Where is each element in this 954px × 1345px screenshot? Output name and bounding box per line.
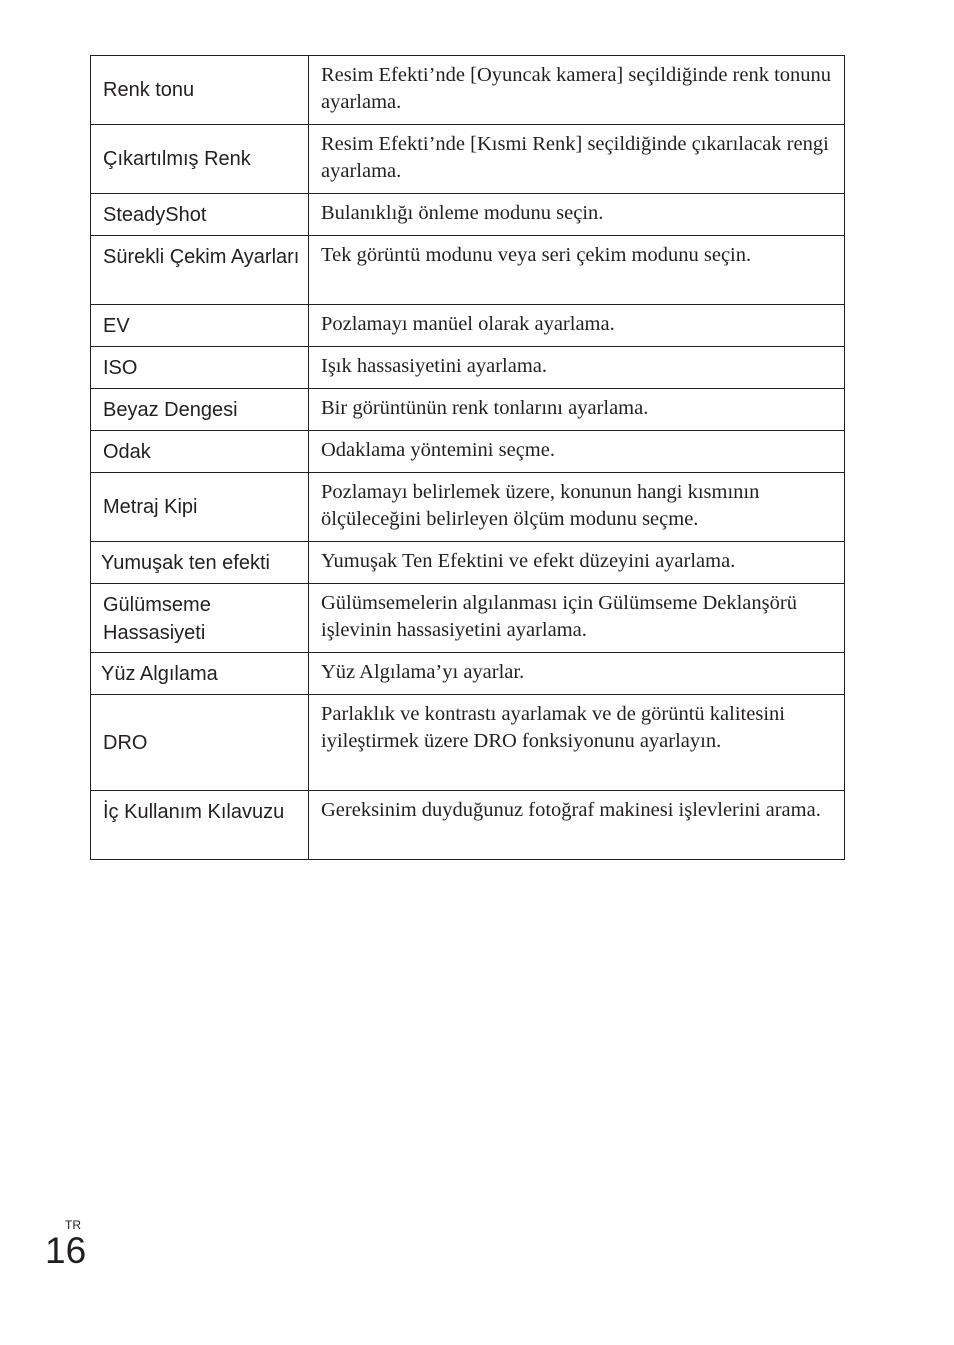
setting-term: Çıkartılmış Renk xyxy=(91,125,309,194)
table-row xyxy=(91,473,845,542)
language-code: TR xyxy=(65,1218,81,1232)
setting-description: Gülümsemelerin algılanması için Gülümseme Deklanşörü işlevinin hassasiyetini ayarlama. xyxy=(309,584,845,653)
setting-description: Işık hassasiyetini ayarlama. xyxy=(309,347,845,389)
setting-description: Bir görüntünün renk tonlarını ayarlama. xyxy=(309,389,845,431)
setting-description: Pozlamayı belirlemek üzere, konunun hangi kısmının ölçüleceğini belirleyen ölçüm modunu seçme. xyxy=(309,473,845,542)
setting-description: Resim Efekti’nde [Kısmi Renk] seçildiğinde çıkarılacak rengi ayarlama. xyxy=(309,125,845,194)
setting-term: Odak xyxy=(91,431,309,473)
table-row xyxy=(91,389,845,431)
table-row xyxy=(91,347,845,389)
table-row xyxy=(91,236,845,305)
setting-description: Parlaklık ve kontrastı ayarlamak ve de görüntü kalitesini iyileştirmek üzere DRO fonksiyonunu ayarlayın. xyxy=(309,695,845,791)
setting-term: Renk tonu xyxy=(91,56,309,125)
setting-description: Bulanıklığı önleme modunu seçin. xyxy=(309,194,845,236)
table-row xyxy=(91,431,845,473)
setting-term: Yumuşak ten efekti xyxy=(91,542,309,584)
table-row xyxy=(91,125,845,194)
setting-description: Yumuşak Ten Efektini ve efekt düzeyini ayarlama. xyxy=(309,542,845,584)
table-row xyxy=(91,584,845,653)
setting-description: Yüz Algılama’yı ayarlar. xyxy=(309,653,845,695)
table-row xyxy=(91,791,845,860)
setting-term: Sürekli Çekim Ayarları xyxy=(91,236,309,305)
setting-term: DRO xyxy=(91,695,309,791)
setting-term: Gülümseme Hassasiyeti xyxy=(91,584,309,653)
setting-term: EV xyxy=(91,305,309,347)
page-number: 16 xyxy=(45,1230,87,1271)
setting-term: Beyaz Dengesi xyxy=(91,389,309,431)
setting-description: Resim Efekti’nde [Oyuncak kamera] seçildiğinde renk tonunu ayarlama. xyxy=(309,56,845,125)
setting-description: Tek görüntü modunu veya seri çekim modunu seçin. xyxy=(309,236,845,305)
setting-term: ISO xyxy=(91,347,309,389)
setting-term: Metraj Kipi xyxy=(91,473,309,542)
table-row xyxy=(91,194,845,236)
setting-description: Gereksinim duyduğunuz fotoğraf makinesi işlevlerini arama. xyxy=(309,791,845,860)
setting-term: Yüz Algılama xyxy=(91,653,309,695)
setting-term: İç Kullanım Kılavuzu xyxy=(91,791,309,860)
table-row xyxy=(91,542,845,584)
table-row xyxy=(91,653,845,695)
table-row xyxy=(91,695,845,791)
setting-description: Pozlamayı manüel olarak ayarlama. xyxy=(309,305,845,347)
table-row xyxy=(91,305,845,347)
table-row xyxy=(91,56,845,125)
settings-table xyxy=(90,55,845,860)
setting-term: SteadyShot xyxy=(91,194,309,236)
setting-description: Odaklama yöntemini seçme. xyxy=(309,431,845,473)
